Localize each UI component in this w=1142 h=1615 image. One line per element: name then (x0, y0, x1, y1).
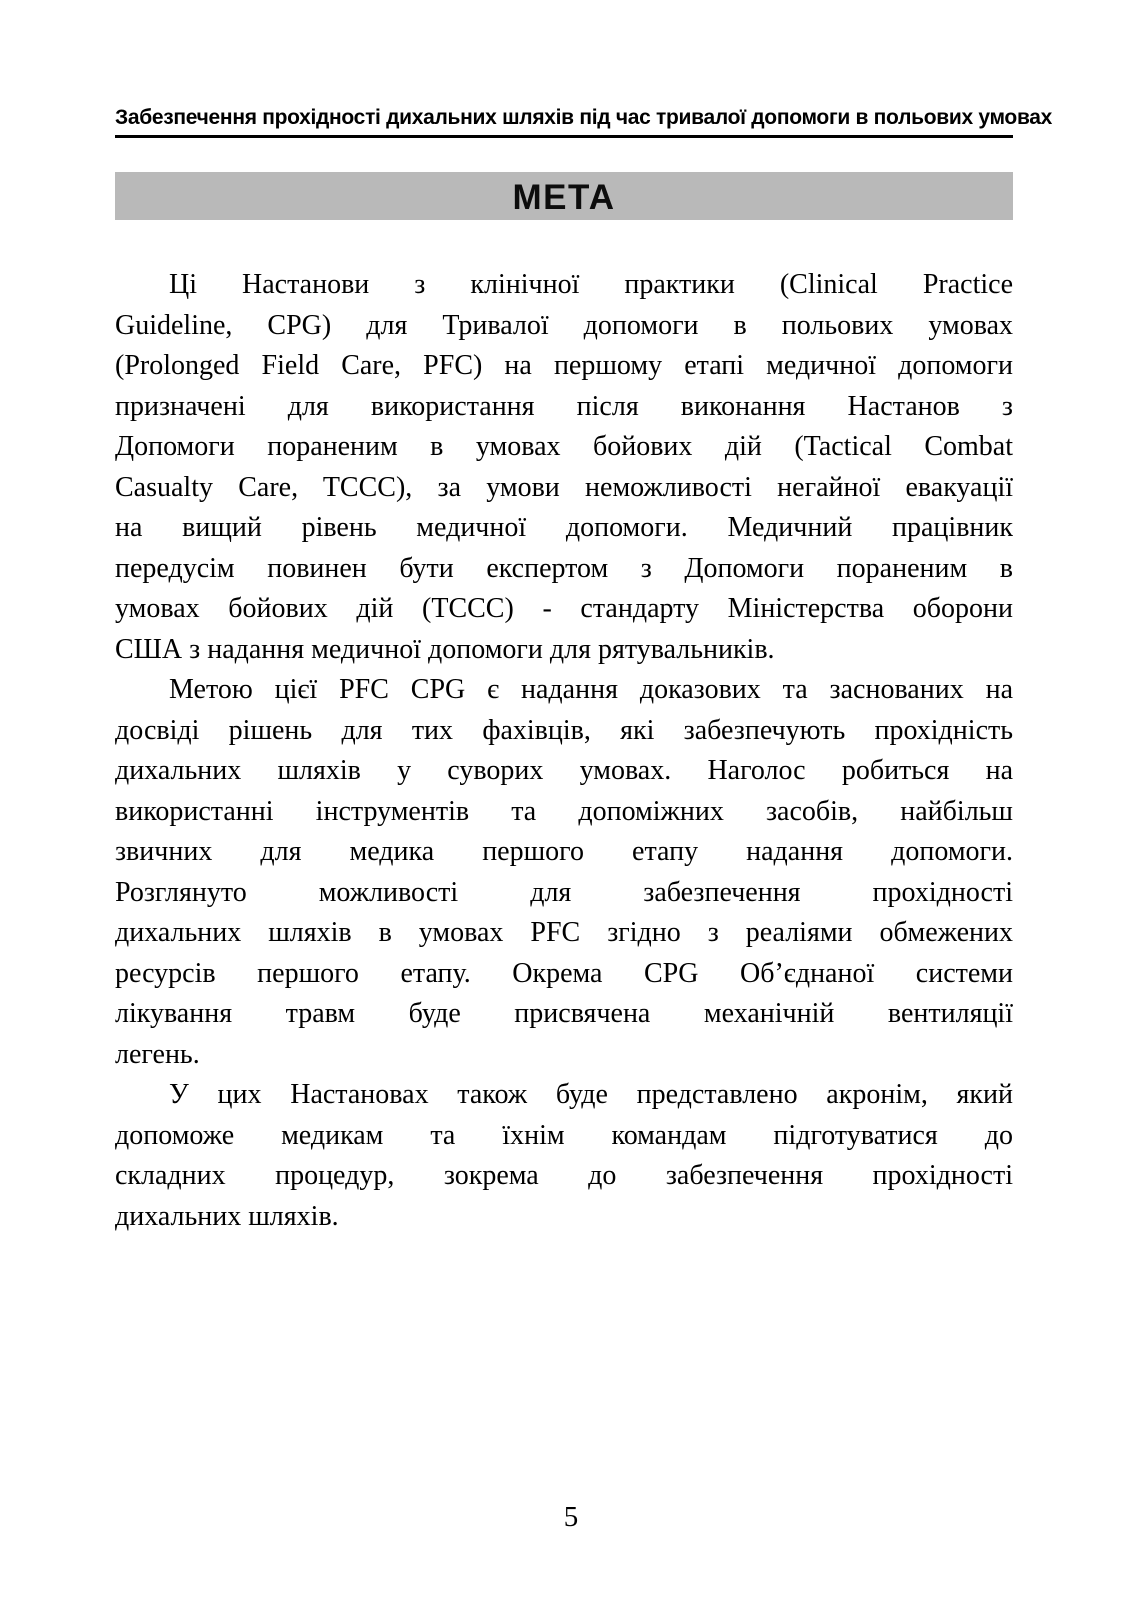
text-line: на вищий рівень медичної допомоги. Медичний працівник (115, 512, 1013, 543)
text-line: Метою цієї PFC CPG є надання доказових та заснованих на (169, 674, 1013, 705)
text-line: ресурсів першого етапу. Окрема CPG Об’єднаної системи (115, 957, 1013, 989)
body-text (115, 265, 1013, 1237)
text-line: У цих Настановах також буде представлено акронім, який (169, 1079, 1013, 1110)
text-line: передусім повинен бути експертом з Допомоги пораненим в (115, 552, 1013, 584)
text-line: Casualty Care, TCCC), за умови неможливості негайної евакуації (115, 471, 1013, 503)
section-title: МЕТА (512, 177, 616, 217)
text-line: Допомоги пораненим в умовах бойових дій (Tactical Combat (115, 431, 1013, 462)
text-line: Guideline, CPG) для Тривалої допомоги в польових умовах (115, 309, 1013, 341)
running-header: Забезпечення прохідності дихальних шляхів під час тривалої допомоги в польових умовах (115, 106, 1053, 129)
text-line: досвіді рішень для тих фахівців, які забезпечують прохідність (115, 714, 1013, 746)
text-line: дихальних шляхів. (115, 1200, 339, 1232)
text-line: дихальних шляхів в умовах PFC згідно з реаліями обмежених (115, 917, 1013, 948)
text-line: Ці Настанови з клінічної практики (Clinical Practice (169, 269, 1013, 300)
text-line: звичних для медика першого етапу надання допомоги. (115, 836, 1013, 867)
text-line: (Prolonged Field Care, PFC) на першому етапі медичної допомоги (115, 350, 1013, 381)
header-rule (115, 135, 1013, 138)
text-line: складних процедур, зокрема до забезпечення прохідності (115, 1160, 1013, 1191)
page-number: 5 (563, 1501, 579, 1533)
text-line: Розглянуто можливості для забезпечення прохідності (115, 876, 1013, 908)
text-line: використанні інструментів та допоміжних засобів, найбільш (115, 795, 1013, 827)
text-line: дихальних шляхів у суворих умовах. Наголос робиться на (115, 755, 1013, 786)
text-line: США з надання медичної допомоги для рятувальників. (115, 633, 775, 665)
text-line: призначені для використання після виконання Настанов з (115, 390, 1013, 422)
text-line: умовах бойових дій (TCCC) - стандарту Міністерства оборони (115, 593, 1013, 624)
text-line: лікування травм буде присвячена механічній вентиляції (115, 998, 1013, 1029)
section-banner (115, 172, 1013, 220)
text-line: допоможе медикам та їхнім командам підготуватися до (115, 1119, 1013, 1151)
text-line: легень. (115, 1038, 200, 1070)
